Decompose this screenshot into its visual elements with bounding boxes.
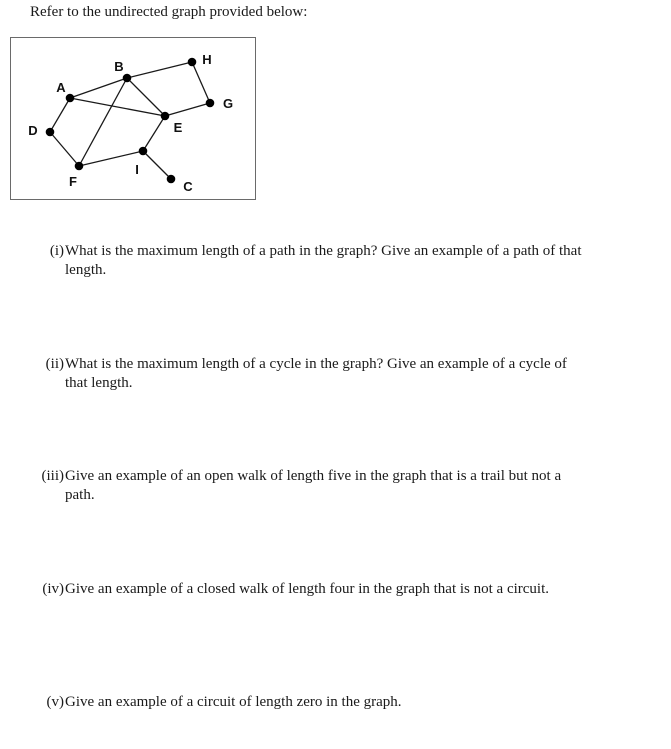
edge-i-f [79,151,143,166]
node-label-g: G [222,96,234,111]
node-label-e: E [173,120,183,135]
question-1 [30,242,590,280]
node-label-c: C [183,179,193,194]
undirected-graph [11,38,257,201]
node-d [46,128,55,137]
edge-i-c [143,151,171,179]
node-g [206,99,215,108]
question-4-text: Give an example of a closed walk of length four in the graph that is not a circuit. [65,581,550,597]
question-5 [30,693,590,712]
edge-g-e [165,103,210,116]
node-c [167,175,176,184]
node-label-h: H [202,52,212,67]
edge-h-g [192,62,210,103]
edge-a-d [50,98,70,132]
node-label-f: F [69,174,77,189]
node-label-b: B [114,59,124,74]
graph-figure [10,37,256,200]
edge-a-e [70,98,165,116]
node-b [123,74,132,83]
edge-b-h [127,62,192,78]
question-1-number: (i) [49,243,64,259]
node-i [139,147,148,156]
intro-text: Refer to the undirected graph provided below: [30,4,308,20]
node-label-d: D [28,123,38,138]
edge-e-i [143,116,165,151]
question-3 [30,467,590,505]
node-label-i: I [135,162,139,177]
question-2-number: (ii) [45,356,64,372]
question-4-number: (iv) [42,581,64,597]
question-4 [30,580,590,599]
node-a [66,94,75,103]
node-label-a: A [56,80,66,95]
question-2-text: What is the maximum length of a cycle in the graph? Give an example of a cycle of that length. [65,356,567,391]
node-h [188,58,197,67]
edge-d-f [50,132,79,166]
node-e [161,112,170,121]
question-3-number: (iii) [41,468,64,484]
question-1-text: What is the maximum length of a path in the graph? Give an example of a path of that length. [65,243,582,278]
node-f [75,162,84,171]
edge-b-f [79,78,127,166]
question-3-text: Give an example of an open walk of length five in the graph that is a trail but not a path. [65,468,562,503]
question-2 [30,355,590,393]
question-5-text: Give an example of a circuit of length zero in the graph. [65,694,402,710]
question-5-number: (v) [46,694,64,710]
